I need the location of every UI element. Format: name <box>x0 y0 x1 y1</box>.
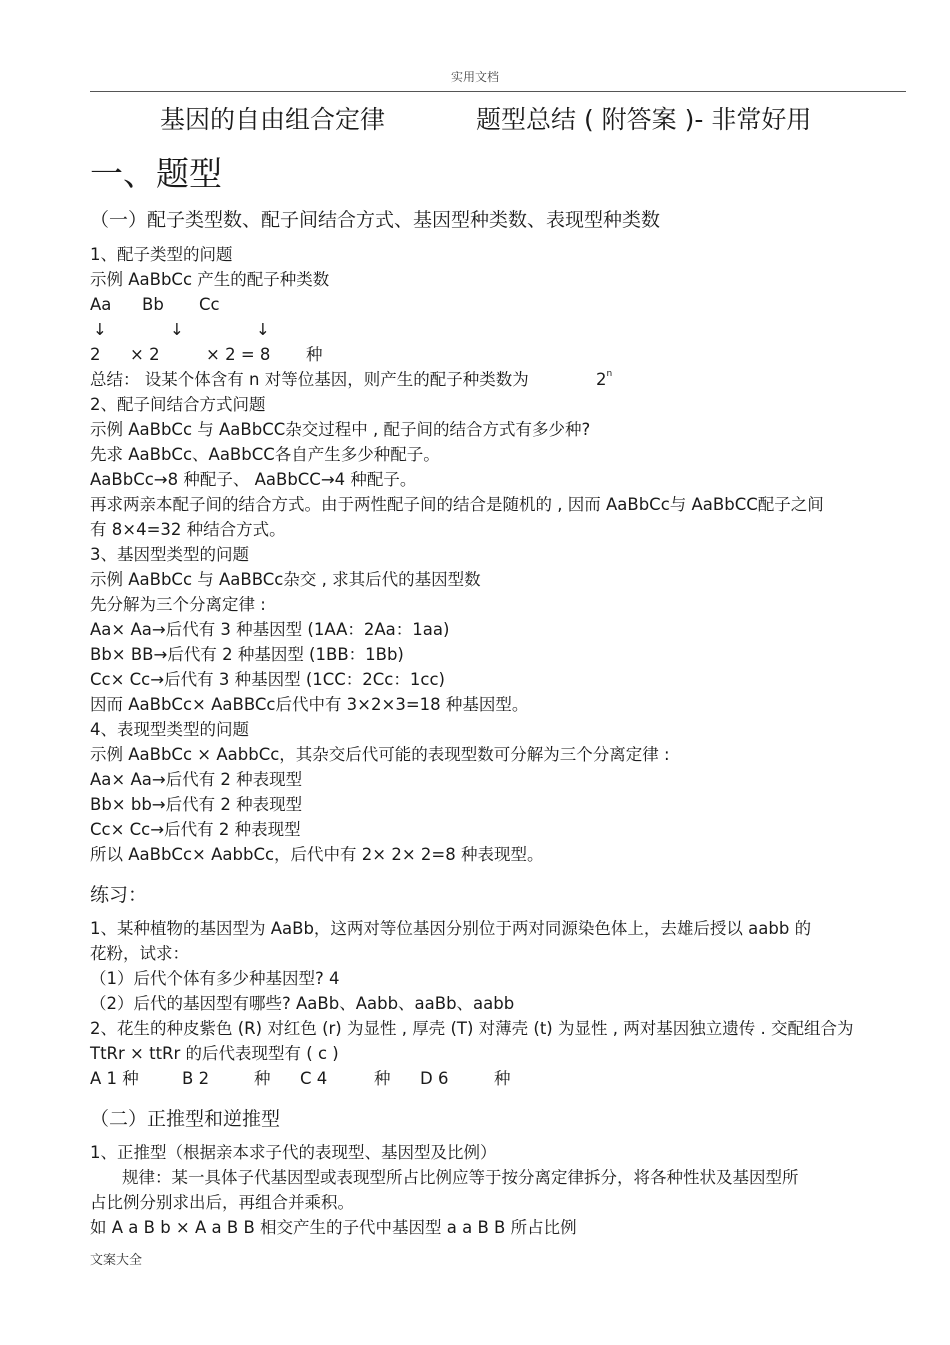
choice-b-unit: 种 <box>254 1069 271 1088</box>
arrow-down: ↓ <box>170 320 184 339</box>
arrow-down: ↓ <box>256 320 270 339</box>
choice-a: A 1 种 <box>90 1069 139 1088</box>
formula-exponent: n <box>606 369 613 379</box>
text-line: 再求两亲本配子间的结合方式。由于两性配子间的结合是随机的 , 因而 AaBbCc与 AaBbCC配子之间 <box>90 495 824 514</box>
text-line: 示例 AaBbCc 产生的配子种类数 <box>90 270 330 289</box>
text-line: Aa× Aa→后代有 2 种表现型 <box>90 770 303 789</box>
header-rule <box>90 91 906 92</box>
text-line: 2、配子间结合方式问题 <box>90 395 266 414</box>
choice-c: C 4 <box>300 1069 328 1088</box>
text-line: 示例 AaBbCc 与 AaBBCc杂交 , 求其后代的基因型数 <box>90 570 481 589</box>
text-line: 如 A a B b × A a B B 相交产生的子代中基因型 a a B B 所占比例 <box>90 1218 577 1237</box>
text-line: 总结： 设某个体含有 n 对等位基因，则产生的配子种类数为 <box>90 370 529 389</box>
doc-title-left: 基因的自由组合定律 <box>160 105 386 134</box>
page-header: 实用文档 <box>450 70 499 84</box>
subsection-heading-2: （二）正推型和逆推型 <box>90 1108 281 1130</box>
text-line: 1、配子类型的问题 <box>90 245 233 264</box>
text-line: 占比例分别求出后，再组合并乘积。 <box>90 1193 354 1212</box>
choice-d-unit: 种 <box>494 1069 511 1088</box>
text-line: 有 8×4=32 种结合方式。 <box>90 520 286 539</box>
text-line: Cc× Cc→后代有 2 种表现型 <box>90 820 301 839</box>
text-line: Bb× BB→后代有 2 种基因型 (1BB：1Bb) <box>90 645 404 664</box>
subsection-heading-1: （一）配子类型数、配子间结合方式、基因型种类数、表现型种类数 <box>90 209 661 231</box>
page-footer: 文案大全 <box>90 1253 143 1268</box>
choice-c-unit: 种 <box>374 1069 391 1088</box>
choice-d: D 6 <box>420 1069 449 1088</box>
text-line: 先求 AaBbCc、AaBbCC各自产生多少种配子。 <box>90 445 440 464</box>
text-line: Aa× Aa→后代有 3 种基因型 (1AA：2Aa：1aa) <box>90 620 450 639</box>
text-line: × 2 <box>130 345 160 364</box>
doc-title-right: 题型总结 ( 附答案 )- 非常好用 <box>476 105 812 134</box>
text-line: Bb <box>142 295 164 314</box>
text-line: （1）后代个体有多少种基因型? 4 <box>90 969 340 988</box>
text-line: Cc <box>199 295 220 314</box>
text-line: 因而 AaBbCc× AaBBCc后代中有 3×2×3=18 种基因型。 <box>90 695 529 714</box>
text-line: 示例 AaBbCc 与 AaBbCC杂交过程中 , 配子间的结合方式有多少种? <box>90 420 591 439</box>
text-line: 3、基因型类型的问题 <box>90 545 249 564</box>
text-line: （2）后代的基因型有哪些? AaBb、Aabb、aaBb、aabb <box>90 994 515 1013</box>
text-line: 4、表现型类型的问题 <box>90 720 249 739</box>
text-line: 1、正推型（根据亲本求子代的表现型、基因型及比例） <box>90 1143 497 1162</box>
text-line: TtRr × ttRr 的后代表现型有 ( c ) <box>90 1044 339 1063</box>
text-line: 规律：某一具体子代基因型或表现型所占比例应等于按分离定律拆分，将各种性状及基因型所 <box>122 1168 799 1187</box>
text-line: 所以 AaBbCc× AabbCc，后代中有 2× 2× 2=8 种表现型。 <box>90 845 544 864</box>
text-line: Bb× bb→后代有 2 种表现型 <box>90 795 303 814</box>
arrow-down: ↓ <box>93 320 107 339</box>
formula-base: 2 <box>596 370 607 389</box>
text-line: 先分解为三个分离定律 : <box>90 595 266 614</box>
text-line: Cc× Cc→后代有 3 种基因型 (1CC：2Cc：1cc) <box>90 670 445 689</box>
choice-b: B 2 <box>182 1069 210 1088</box>
text-line: Aa <box>90 295 112 314</box>
text-line: 种 <box>306 345 323 364</box>
formula-2n <box>596 370 612 393</box>
text-line: 示例 AaBbCc × AabbCc，其杂交后代可能的表现型数可分解为三个分离定律 : <box>90 745 670 764</box>
text-line: 花粉，试求： <box>90 944 189 963</box>
practice-heading: 练习： <box>90 884 148 906</box>
text-line: 2 <box>90 345 101 364</box>
text-line: 1、某种植物的基因型为 AaBb，这两对等位基因分别位于两对同源染色体上，去雄后授以 aabb 的 <box>90 919 812 938</box>
text-line: AaBbCc→8 种配子、 AaBbCC→4 种配子。 <box>90 470 417 489</box>
text-line: × 2 = 8 <box>206 345 271 364</box>
section-heading-1: 一、题型 <box>90 154 222 193</box>
text-line: 2、花生的种皮紫色 (R) 对红色 (r) 为显性 , 厚壳 (T) 对薄壳 (t) 为显性 , 两对基因独立遗传 . 交配组合为 <box>90 1019 854 1038</box>
